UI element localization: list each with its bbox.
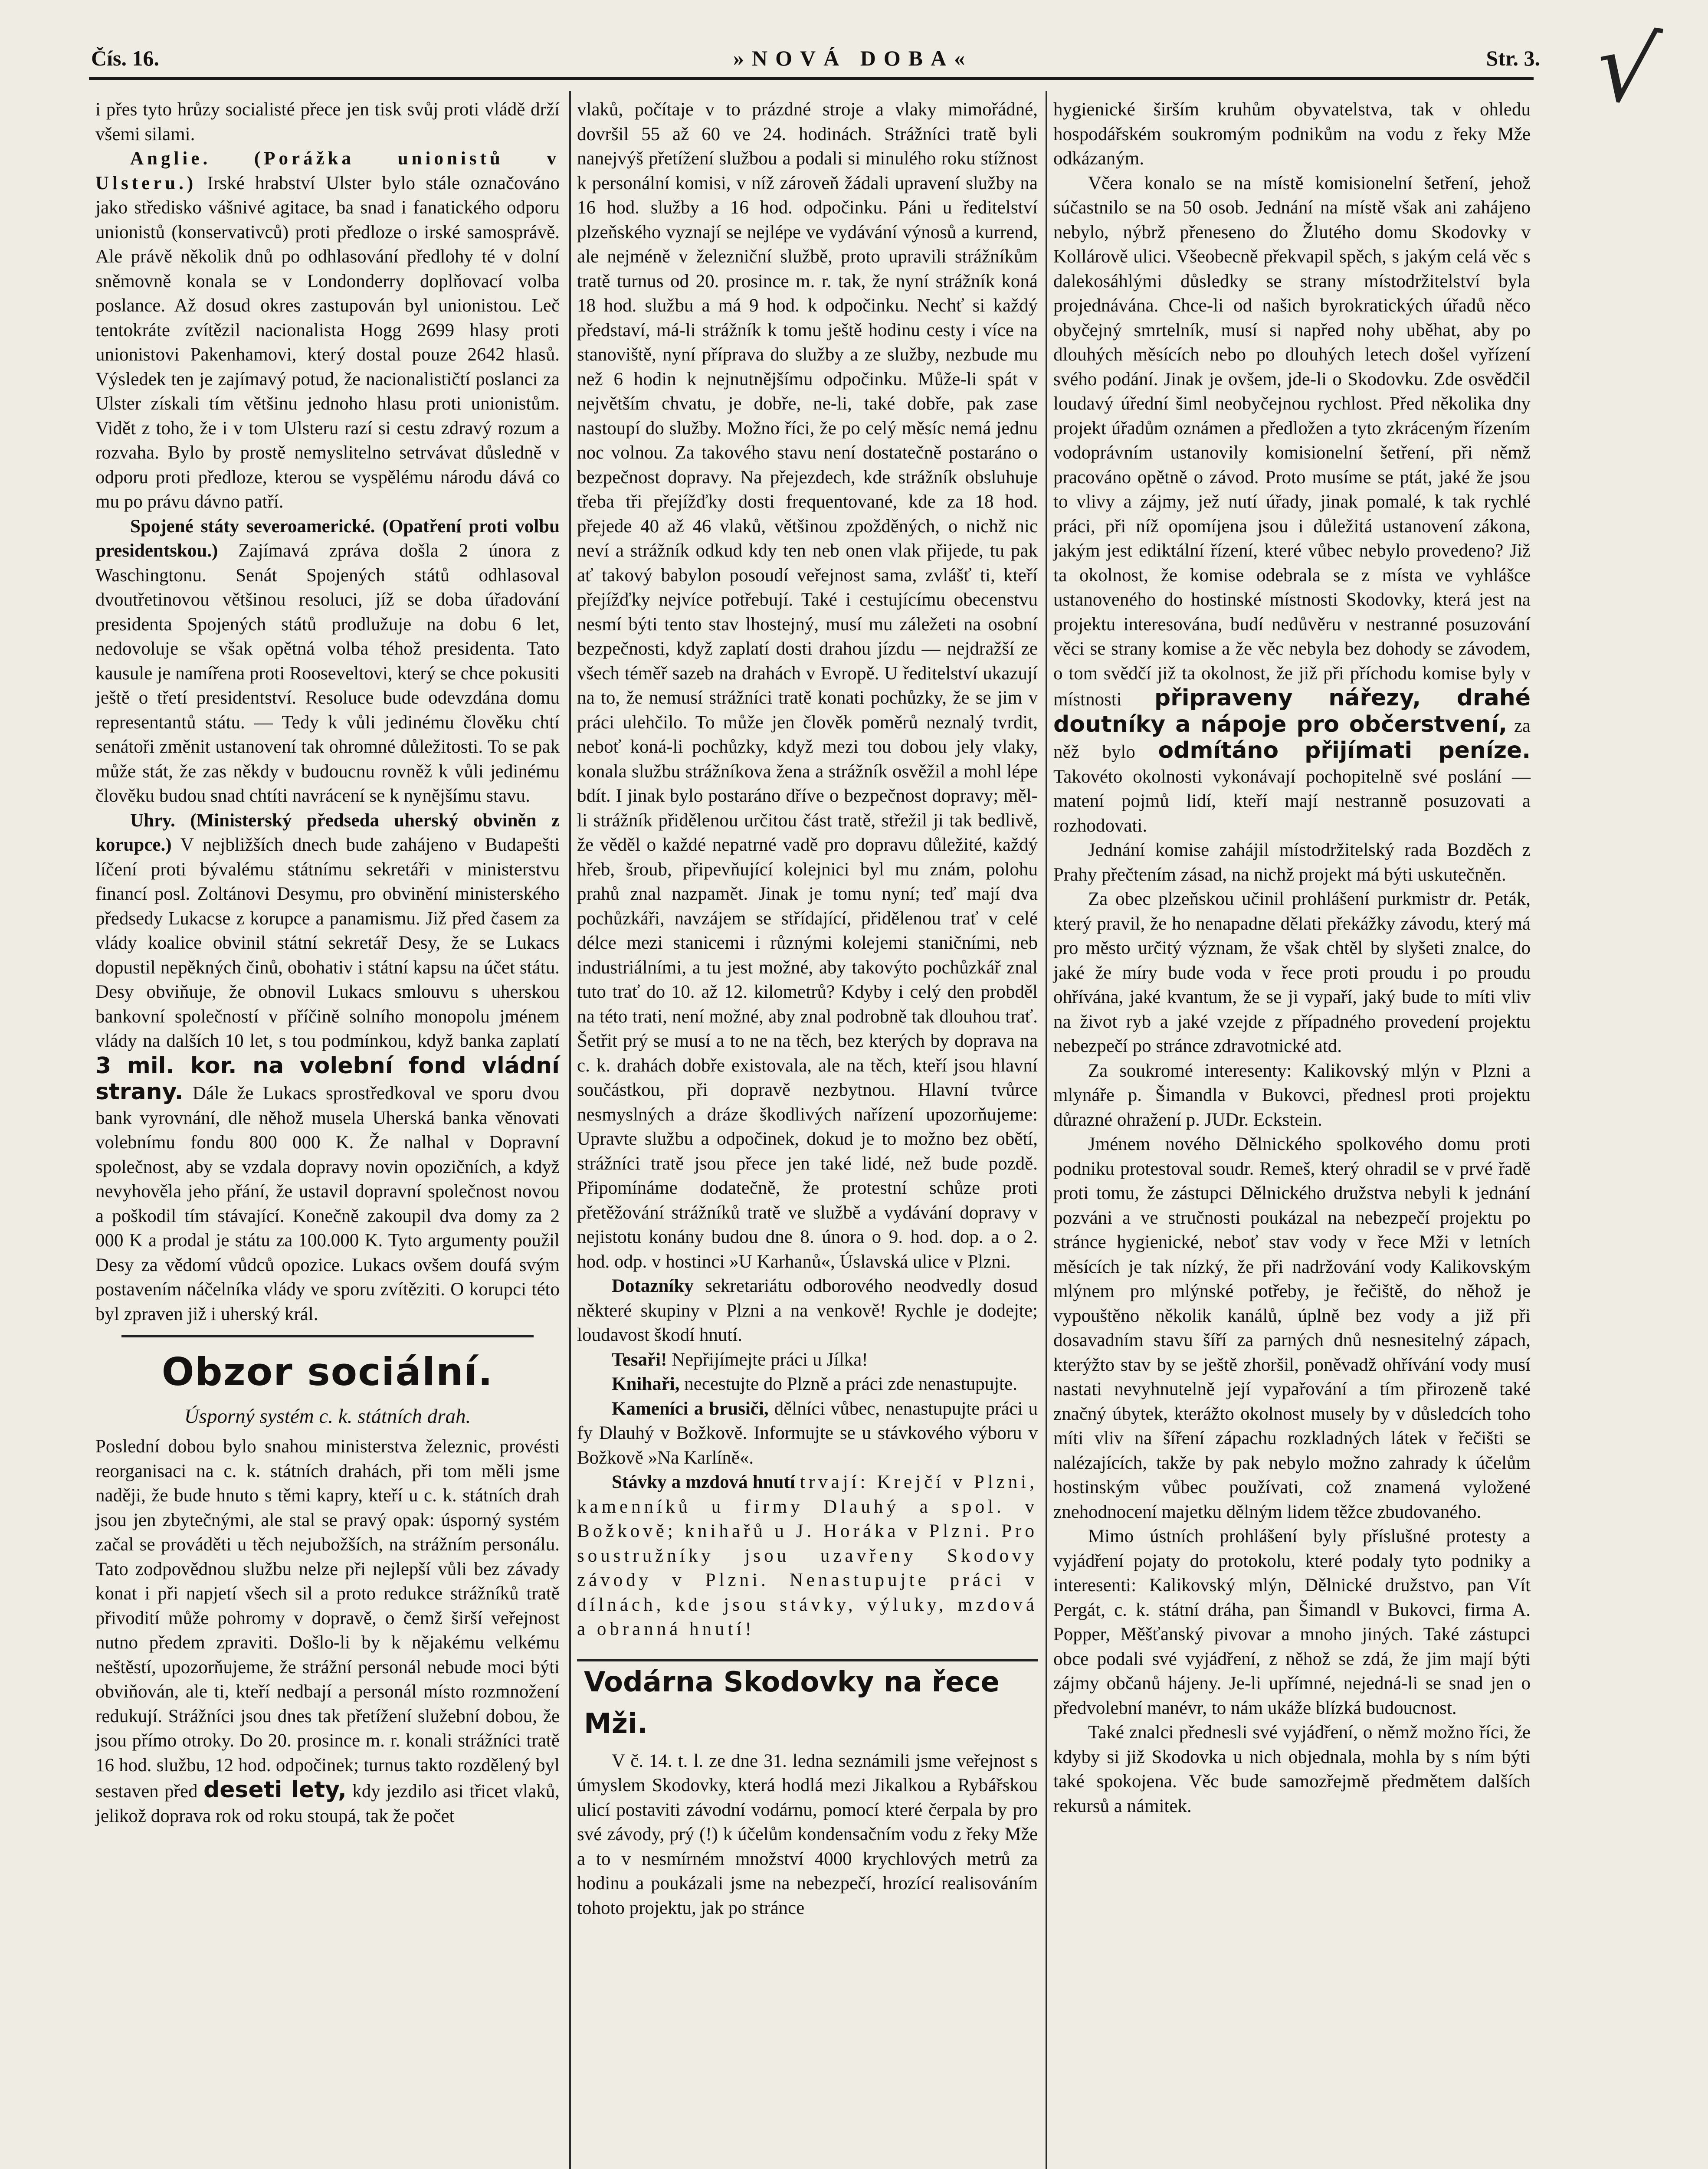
section-head: Kameníci a brusiči, (612, 1398, 769, 1419)
paragraph: hygienické širším kruhům obyvatelstva, tak v ohledu hospodářském soukromým podnikům na vodu z řeky Mže odkázaným. (1053, 99, 1531, 169)
section-head: Knihaři, (612, 1374, 680, 1394)
column-1 (95, 98, 560, 1828)
column-divider (569, 91, 571, 2169)
paragraph: i přes tyto hrůzy socialisté přece jen tisk svůj proti vládě drží všemi silami. (95, 99, 560, 144)
issue-number: Čís. 16. (91, 46, 159, 70)
column-3 (1053, 98, 1531, 1818)
paragraph: Jednání komise zahájil místodržitelský rada Bozděch z Prahy přečtením zásad, na nichž projekt má býti uskutečněn. (1053, 840, 1531, 885)
section-head: Tesaři! (612, 1349, 667, 1370)
page-number: Str. 3. (1486, 46, 1540, 70)
article-title: Vodárna Skodovky na řece Mži. (577, 1659, 1038, 1745)
section-head: Anglie. (Porážka unionistů v Ulsteru.) (95, 148, 560, 193)
paragraph: Za soukromé interesenty: Kalikovský mlýn v Plzni a mlynáře p. Šimandla v Bukovci, přednesl proti projektu důrazné ohražení p. JUDr. Eckstein. (1053, 1060, 1531, 1130)
paragraph: Kameníci a brusiči, dělníci vůbec, nenastupujte práci u fy Dlauhý v Božkově. Informujte se u stávkového výboru v Božkově »Na Karlíně«. (577, 1398, 1038, 1468)
paragraph: Uhry. (Ministerský předseda uherský obviněn z korupce.) V nejbližších dnech bude zahájeno v Budapešti líčení proti bývalému státnímu sekretáři v ministerstvu financí posl. Zoltánovi Desymu, pro obvinění ministerského předsedy Lukacse z korupce a panamismu. Již před časem za vlády koalice obvinil státní sekretář Desy, že se Lukacs dopustil nepěkných činů, obohativ i státní kapsu na účet státu. Desy obviňuje, že obnovil Lukacs smlouvu s uherskou bankovní společností v příčině solního monopolu jménem vlády na dalších 10 let, s tou podmínkou, když banka zaplatí 3 mil. kor. na volební fond vládní strany. Dále že Lukacs sprostředkoval ve sporu dvou bank vyrovnání, dle něhož musela Uherská banka věnovati volebnímu fondu 800 000 K. Že nalhal v Dopravní společnost, aby se vzdala dopravy novin opozičních, a když nevyhověla jeho přání, že ustavil dopravní společnost novou a poškodil tím stávající. Konečně zakoupil dva domy za 2 000 K a prodal je státu za 100.000 K. Tyto argumenty použil Desy za vědomí vůdců opozice. Lukacs ovšem doufá svým postavením náčelníka vlády ve sporu zvítěziti. O korupci této byl zpraven již i uherský král. (95, 810, 560, 1324)
paragraph: Spojené státy severoamerické. (Opatření proti volbu presidentskou.) Zajímavá zpráva došla 2 února z Waschingtonu. Senát Spojených států odhlasoval dvoutřetinovou většinou resoluci, jíž se doba úřadování presidenta Spojených států prodlužuje na dobu 6 let, nedovoluje se však opětná volba téhož presidenta. Tato kausule je namířena proti Rooseveltovi, který se chce pokusiti ještě o třetí presidentství. Resoluce bude odevzdána domu representantů státu. — Tedy k vůli jedinému člověku chtí senátoři změnit ustanovení tak ohromné důležitosti. To se pak může stát, že zas někdy v budoucnu rovněž k vůli jedinému člověku budou snad chtíti navrácení se k nynějšímu stavu. (95, 516, 560, 806)
column-divider (1046, 91, 1047, 2169)
section-title: Obzor sociální. (161, 1350, 494, 1394)
paragraph: vlaků, počítaje v to prázdné stroje a vlaky mimořádné, dovršil 55 až 60 ve 24. hodinách. Strážníci tratě byli nanejvýš přetížení službou a podali si minulého roku stížnost k personální komisi, v níž zároveň žádali upravení služby na 16 hod. služby a 16 hod. odpočinku. Páni u ředitelství plzeňského vyznají se nejlépe ve vydávání výnosů a kurrend, ale nejméně v železniční službě, proto upravili strážníkům tratě turnus od 20. prosince m. r. tak, že nyní strážník koná 18 hod. službu a má 9 hod. k odpočinku. Nechť si každý představí, má-li strážník k tomu ještě hodinu cesty i více na stanoviště, nyní příprava do služby a ze služby, nezbude mu než 6 hodin k nejnutnějšímu odpočinku. Může-li spát v největším chvatu, je dobře, ne-li, také dobře, pak zase nastoupí do služby. Možno říci, že po celý měsíc nemá jednu noc volnou. Za takového stavu není dostatečně postaráno o bezpečnost dopravy. Na přejezdech, kde strážník obsluhuje třeba tři přejížďky dosti frequentované, kde za 18 hod. přejede 40 až 46 vlaků, většinou zpožděných, o nichž nic neví a strážník odkud kdy ten neb onen vlak přijede, tu pak ať takový babylon posoudí veřejnost sama, zvlášť ti, kteří přejížďky nejvíce potřebují. Také i cestujícímu obecenstvu nesmí býti tento stav lhostejný, musí mu záležeti na osobní bezpečnosti, když zaplatí dosti drahou jízdu — nejdražší ze všech téměř sazeb na drahách v Evropě. U ředitelství ukazují na to, že nemusí strážníci tratě konati pochůzky, že se jim v práci ulehčilo. To může jen člověk poměrů neznalý tvrdit, neboť koná-li pochůzky, když mezi tou dobou jely vlaky, konala službu strážníkova žena a strážník osvěžil a mohl lépe bdít. I jinak bylo postaráno dříve o bezpečnost dopravy; měl-li strážník přidělenou určitou část tratě, střežil ji tak bedlivě, že věděl o každé nepatrné vadě pro dopravu důležité, každý hřeb, šroub, připevňující kolejnici byl mu znám, polohu prahů znal nazpamět. Jinak je tomu nyní; teď mají dva pochůzkáři, navzájem se střídající, přidělenou trať v celé délce mezi stanicemi i různými kolejemi staničními, neb industriálními, a tu jest možné, aby takovýto pochůzkář znal tuto trať do 10. až 12. kilometrů? Kdyby i celý den probděl na této trati, není možné, aby znal podrobně tak dlouhou trať. Šetřit prý se musí a to ne na těch, bez kterých by doprava na c. k. drahách dobře existovala, ale na těch, kteří jsou hlavní součástkou, při dopravě nezbytnou. Hlavní tvůrce nesmyslných a dráze škodlivých nařízení upozorňujeme: Upravte službu a odpočinek, dokud je to možno bez obětí, strážníci tratě jsou přece jen také lidé, než bude pozdě. Připomínáme dodatečně, že protestní schůze proti přetěžování strážníků tratě ve službě a vydávání dopravy v nejistotu konány budou dne 8. února o 9. hod. dop. a o 2. hod. odp. v hostinci »U Karhanů«, Úslavská ulice v Plzni. (577, 99, 1038, 1272)
header-rule (89, 77, 1534, 80)
section-head: Uhry. (Ministerský předseda uherský obviněn z korupce.) (95, 810, 560, 855)
section-head: Dotazníky (612, 1276, 694, 1296)
paragraph: Mimo ústních prohlášení byly příslušné protesty a vyjádření pojaty do protokolu, které podaly tyto podniky a interesenti: Kalikovský mlýn, Dělnické družstvo, pan Vít Pergát, c. k. státní dráha, pan Šimandl v Bukovci, firma A. Popper, Měšťanský pivovar a mnoho jiných. Také zástupci obce podali své vyjádření, z něhož se zdá, že jim mají býti zájmy občanů hájeny. Je-li upřímné, nejedná-li se snad jen o předvolební manévr, to nám ukáže blízká budoucnost. (1053, 1526, 1531, 1718)
check-mark-icon: √ (1589, 9, 1665, 128)
page-header (91, 41, 1540, 76)
paragraph: V č. 14. t. l. ze dne 31. ledna seznámili jsme veřejnost s úmyslem Skodovky, která hodlá mezi Jikalkou a Rybářskou ulicí postaviti závodní vodárnu, pomocí které čerpala by pro své závody, prý (!) k účelům kondensačním vodu z řeky Mže a to v nesmírném množství 4000 krychlových metrů za hodinu a poukázali jsme na nebezpečí, hrozící realisováním tohoto projektu, jak po stránce (577, 1750, 1038, 1918)
paragraph: Tesaři! Nepřijímejte práci u Jílka! (612, 1349, 868, 1370)
divider (121, 1335, 534, 1337)
paragraph: Dotazníky sekretariátu odborového neodvedly dosud některé skupiny v Plzni a na venkově! Rychle je dodejte; loudavost škodí hnutí. (577, 1276, 1038, 1345)
article-title: Úsporný systém c. k. státních drah. (184, 1405, 471, 1428)
paragraph: Stávky a mzdová hnutí trvají: Krejčí v Plzni, kamenníků u firmy Dlauhý a spol. v Božkově; knihařů u J. Horáka v Plzni. Pro soustružníky jsou uzavřeny Skodovy závody v Plzni. Nenastupujte práci v dílnách, kde jsou stávky, výluky, mzdová a obranná hnutí! (577, 1472, 1038, 1639)
paragraph: Včera konalo se na místě komisionelní šetření, jehož súčastnilo se na 50 osob. Jednání na místě však ani zahájeno nebylo, nýbrž přeneseno do Žlutého domu Skodovky v Kollárově ulici. Všeobecně překvapil spěch, s jakým celá věc s dalekosáhlými důsledky se strany místodržitelství byla projednávána. Chce-li od našich byrokratických úřadů něco obyčejný smrtelník, musí si napřed nohy uběhat, aby po dlouhých měsících nebo po dlouhých letech došel vyřízení svého podání. Jinak je ovšem, jde-li o Skodovku. Zde osvědčil loudavý úřední šiml neobyčejnou rychlost. Před několika dny projekt úřadům oznámen a předložen a tyto zkráceným řízením vodoprávním ustanovily komisionelní šetření, při němž pracováno opětně o závod. Proto musíme se ptát, jaké že jsou to vlivy a zájmy, jež nutí úřady, jinak pomalé, k tak rychlé práci, při níž opomíjena jsou i důležitá ustanovení zákona, jakým jest ediktální řízení, které vůbec nebylo provedeno? Již ta okolnost, že komise odebrala se z místa ve vyhlášce ustanoveného do hostinské místnosti Skodovky, která jest na projektu interesována, budí nedůvěru v nestranné posuzování věci se strany komise a že věc nebyla bez dohody se závodem, o tom svědčí již ta okolnost, že již při příchodu komise byly v místnosti připraveny nářezy, drahé doutníky a nápoje pro občerstvení, za něž bylo odmítáno přijímati peníze. Takovéto okolnosti vykonávají pochopitelně své poslání — matení pojmů lidí, kteří mají nestranně posuzovati a rozhodovati. (1053, 173, 1531, 836)
paragraph: Poslední dobou bylo snahou ministerstva železnic, provésti reorganisaci na c. k. státních drahách, při tom měli jsme naději, že bude hnuto s těmi kapry, kteří u c. k. státních drah jsou jen zbytečnými, ale stal se pravý opak: úsporný systém začal se prováděti u těch nejubožších, na strážním personálu. Tato zodpovědnou službu nelze při nejlepší vůli bez závady konat i při napjetí všech sil a proto redukce strážníků tratě přivodití může pohromy v dopravě, o čemž širší veřejnost nutno předem zpraviti. Došlo-li by k nějakému velkému neštěstí, upozorňujeme, že strážní personál nebude moci býti obviňován, ale ti, kteří nedbají a personál místo rozmnožení redukují. Strážníci jsou dnes tak přetížení služební dobou, že jsou přímo otroky. Do 20. prosince m. r. konali strážníci tratě 16 hod. službu, 12 hod. odpočinek; turnus takto rozdělený byl sestaven před deseti lety, kdy jezdilo asi třicet vlaků, jelikož doprava rok od roku stoupá, tak že počet (95, 1436, 560, 1826)
section-head: Spojené státy severoamerické. (Opatření proti volbu presidentskou.) (95, 516, 560, 561)
paragraph: Za obec plzeňskou učinil prohlášení purkmistr dr. Peták, který pravil, že ho nenapadne dělati překážky závodu, který má pro město určitý význam, že však chtěl by slyšeti znalce, do jaké že míry bude voda v řece proti proudu i po proudu ohřívána, jaké kvantum, že se ji vypaří, jaký bude to míti vliv na život ryb a jaké vzejde z případného provedení projektu nebezpečí po stránce zdravotnické atd. (1053, 889, 1531, 1056)
paragraph: Knihaři, necestujte do Plzně a práci zde nenastupujte. (612, 1374, 1017, 1394)
paragraph: Anglie. (Porážka unionistů v Ulsteru.) Irské hrabství Ulster bylo stále označováno jako středisko vášnivé agitace, ba snad i fanatického odporu unionistů (konservativců) proti předloze o irské samosprávě. Ale právě několik dnů po odhlasování předlohy té v dolní sněmovně konala se v Londonderry doplňovací volba poslance. Až dosud okres zastupován byl unionistou. Leč tentokráte zvítězil nacionalista Hogg 2699 hlasy proti unionistovi Pakenhamovi, který dostal pouze 2642 hlasů. Výsledek ten je zajímavý potud, že nacionalističtí poslanci za Ulster získali tím většinu jednoho hlasu proti unionistům. Vidět z toho, že i v tom Ulsteru razí si cestu zdravý rozum a rozvaha. Bylo by prostě nemyslitelno setrvávat důsledně v odporu proti předloze, kterou se vyspělému národu dává co mu po právu dávno patří. (95, 148, 560, 512)
section-head: Stávky a mzdová hnutí (612, 1472, 795, 1492)
paragraph: Také znalci přednesli své vyjádření, o němž možno říci, že kdyby si již Skodovka u nich objednala, mohla by s ním býti také spokojena. Věc bude samozřejmě předmětem dalších rekursů a námitek. (1053, 1722, 1531, 1816)
paragraph: Jménem nového Dělnického spolkového domu proti podniku protestoval soudr. Remeš, který ohradil se v prvé řadě proti tomu, že zástupci Dělnického družstva nebyli k jednání pozváni a ve stručnosti poukázal na nebezpečí projektu po stránce hygienické, neboť stav vody v řece Mži v letních měsících je tak nízký, že při nadržování vody Kalikovským mlýnem pro mlýnské potřeby, je řečiště, do něhož je vypouštěno několik kanálů, úplně bez vody a již při dosavadním stavu šíří za parných dnů nesnesitelný zápach, kterýžto stav by se ještě zhoršil, poněvadž ohřívání vody musí nastati nevyhnutelně její vypařování a tím přirozeně také značný úbytek, kterážto okolnost musely by v důsledcích toho míti vliv na šíření zápachu rozkladných látek v řečišti se nalézajících, takže by pak nebylo možno zahrady k účelům hostinským vůbec používati, což znamená vyložené znehodnocení majetku dělným lidem těžce zbudovaného. (1053, 1134, 1531, 1522)
masthead: »NOVÁ DOBA« (733, 46, 973, 70)
column-2 (577, 98, 1038, 1920)
